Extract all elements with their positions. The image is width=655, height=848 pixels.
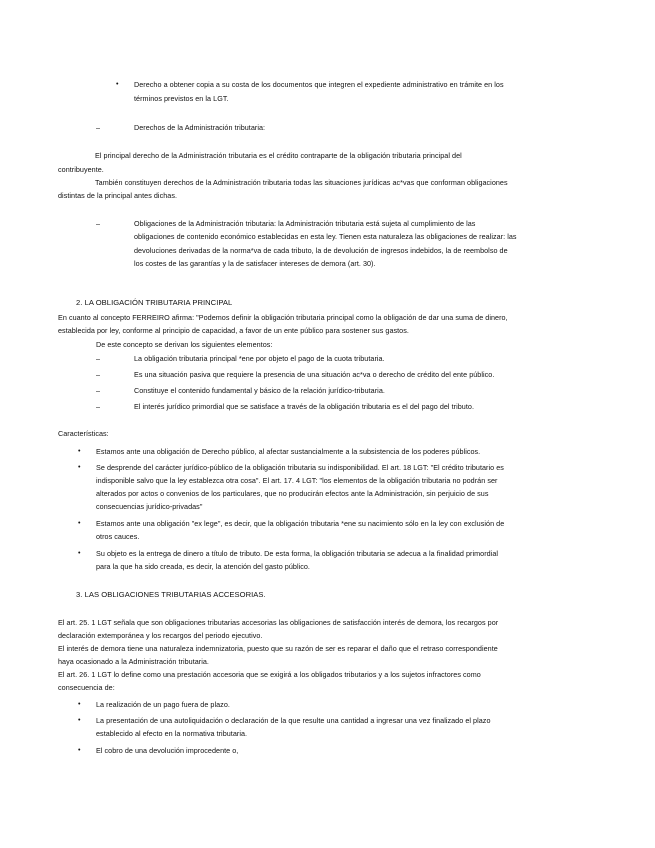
text-line: devoluciones derivadas de la norma*va de cada tributo, la de devolución de ingresos indebidos, la de reembolso de — [134, 246, 508, 255]
list-item: consecuencias jurídico-privadas" — [96, 502, 203, 511]
characteristics-label: Características: — [58, 429, 109, 438]
bullet-marker: • — [78, 699, 81, 708]
list-item: La obligación tributaria principal *ene por objeto el pago de la cuota tributaria. — [134, 354, 385, 363]
list-item: La presentación de una autoliquidación o declaración de la que resulte una cantidad a ingresar una vez finalizado el plazo — [96, 716, 491, 725]
text-line: Derecho a obtener copia a su costa de los documentos que integren el expediente administrativo en trámite en los — [134, 80, 504, 89]
subheading: Derechos de la Administración tributaria: — [134, 123, 266, 132]
text-line: El principal derecho de la Administración tributaria es el crédito contraparte de la obligación tributaria principal del — [95, 151, 462, 160]
list-item: Se desprende del carácter jurídico-público de la obligación tributaria su indisponibilidad. El art. 18 LGT: "El crédito tributario es — [96, 463, 504, 472]
text-line: En cuanto al concepto FERREIRO afirma: "Podemos definir la obligación tributaria principal como la obligación de dar una suma de dinero, — [58, 313, 508, 322]
list-item: Estamos ante una obligación "ex lege", es decir, que la obligación tributaria *ene su nacimiento sólo en la ley con exclusión de — [96, 519, 505, 528]
text-line: haya ocasionado a la Administración tributaria. — [58, 657, 209, 666]
list-item: otros cauces. — [96, 532, 140, 541]
text-line: También constituyen derechos de la Administración tributaria todas las situaciones jurídicas ac*vas que conforman obligaciones — [95, 178, 508, 187]
list-item: Constituye el contenido fundamental y básico de la relación jurídico-tributaria. — [134, 386, 385, 395]
list-item: El interés jurídico primordial que se satisface a través de la obligación tributaria es el del pago del tributo. — [134, 402, 474, 411]
bullet-marker: • — [78, 745, 81, 754]
dash-marker: – — [96, 123, 100, 132]
dash-marker: – — [96, 370, 100, 379]
list-item: La realización de un pago fuera de plazo. — [96, 700, 230, 709]
list-item: Es una situación pasiva que requiere la presencia de una situación ac*va o derecho de crédito del ente público. — [134, 370, 495, 379]
bullet-marker: • — [78, 548, 81, 557]
list-item: establecido al efecto en la normativa tributaria. — [96, 729, 248, 738]
list-item: Su objeto es la entrega de dinero a título de tributo. De esta forma, la obligación tributaria se adecua a la finalidad primordial — [96, 549, 499, 558]
list-item: Estamos ante una obligación de Derecho público, al afectar sustancialmente a la subsistencia de los poderes públicos. — [96, 447, 481, 456]
text-line: declaración extemporánea y los recargos del periodo ejecutivo. — [58, 631, 263, 640]
list-item: alterados por actos o convenios de los particulares, que no producirán efectos ante la Administración, sin perjuicio de sus — [96, 489, 489, 498]
text-line: establecida por ley, conforme al principio de capacidad, a favor de un ente público para sostener sus gastos. — [58, 326, 409, 335]
text-line: El art. 25. 1 LGT señala que son obligaciones tributarias accesorias las obligaciones de satisfacción interés de demora, los recargos por — [58, 618, 499, 627]
dash-marker: – — [96, 219, 100, 228]
bullet-marker: • — [78, 446, 81, 455]
text-line: obligaciones de contenido económico establecidas en esta ley. Tienen esta naturaleza las obligaciones de realizar: las — [134, 232, 517, 241]
section-heading: 2. LA OBLIGACIÓN TRIBUTARIA PRINCIPAL — [76, 298, 233, 307]
text-line: contribuyente. — [58, 165, 104, 174]
bullet-marker: • — [78, 462, 81, 471]
section-heading: 3. LAS OBLIGACIONES TRIBUTARIAS ACCESORIAS. — [76, 590, 266, 599]
text-line: De este concepto se derivan los siguientes elementos: — [96, 340, 273, 349]
bullet-marker: • — [116, 79, 119, 88]
list-item: indisponible salvo que la ley establezca otra cosa". El art. 17. 4 LGT: "los elementos de la obligación tributaria no podrán ser — [96, 476, 498, 485]
bullet-marker: • — [78, 715, 81, 724]
list-item: para la que ha sido creada, es decir, la atención del gasto público. — [96, 562, 310, 571]
dash-marker: – — [96, 354, 100, 363]
dash-marker: – — [96, 402, 100, 411]
text-line: distintas de la principal antes dichas. — [58, 191, 178, 200]
text-line: consecuencia de: — [58, 683, 115, 692]
list-item: El cobro de una devolución improcedente o, — [96, 746, 239, 755]
dash-marker: – — [96, 386, 100, 395]
text-line: Obligaciones de la Administración tributaria: la Administración tributaria está sujeta al cumplimiento de las — [134, 219, 476, 228]
text-line: El art. 26. 1 LGT lo define como una prestación accesoria que se exigirá a los obligados tributarios y a los sujetos infractores como — [58, 670, 481, 679]
text-line: términos previstos en la LGT. — [134, 94, 229, 103]
text-line: El interés de demora tiene una naturaleza indemnizatoria, puesto que su razón de ser es reparar el daño que el retraso correspondiente — [58, 644, 498, 653]
bullet-marker: • — [78, 518, 81, 527]
text-line: los costes de las garantías y la de satisfacer intereses de demora (art. 30). — [134, 259, 376, 268]
